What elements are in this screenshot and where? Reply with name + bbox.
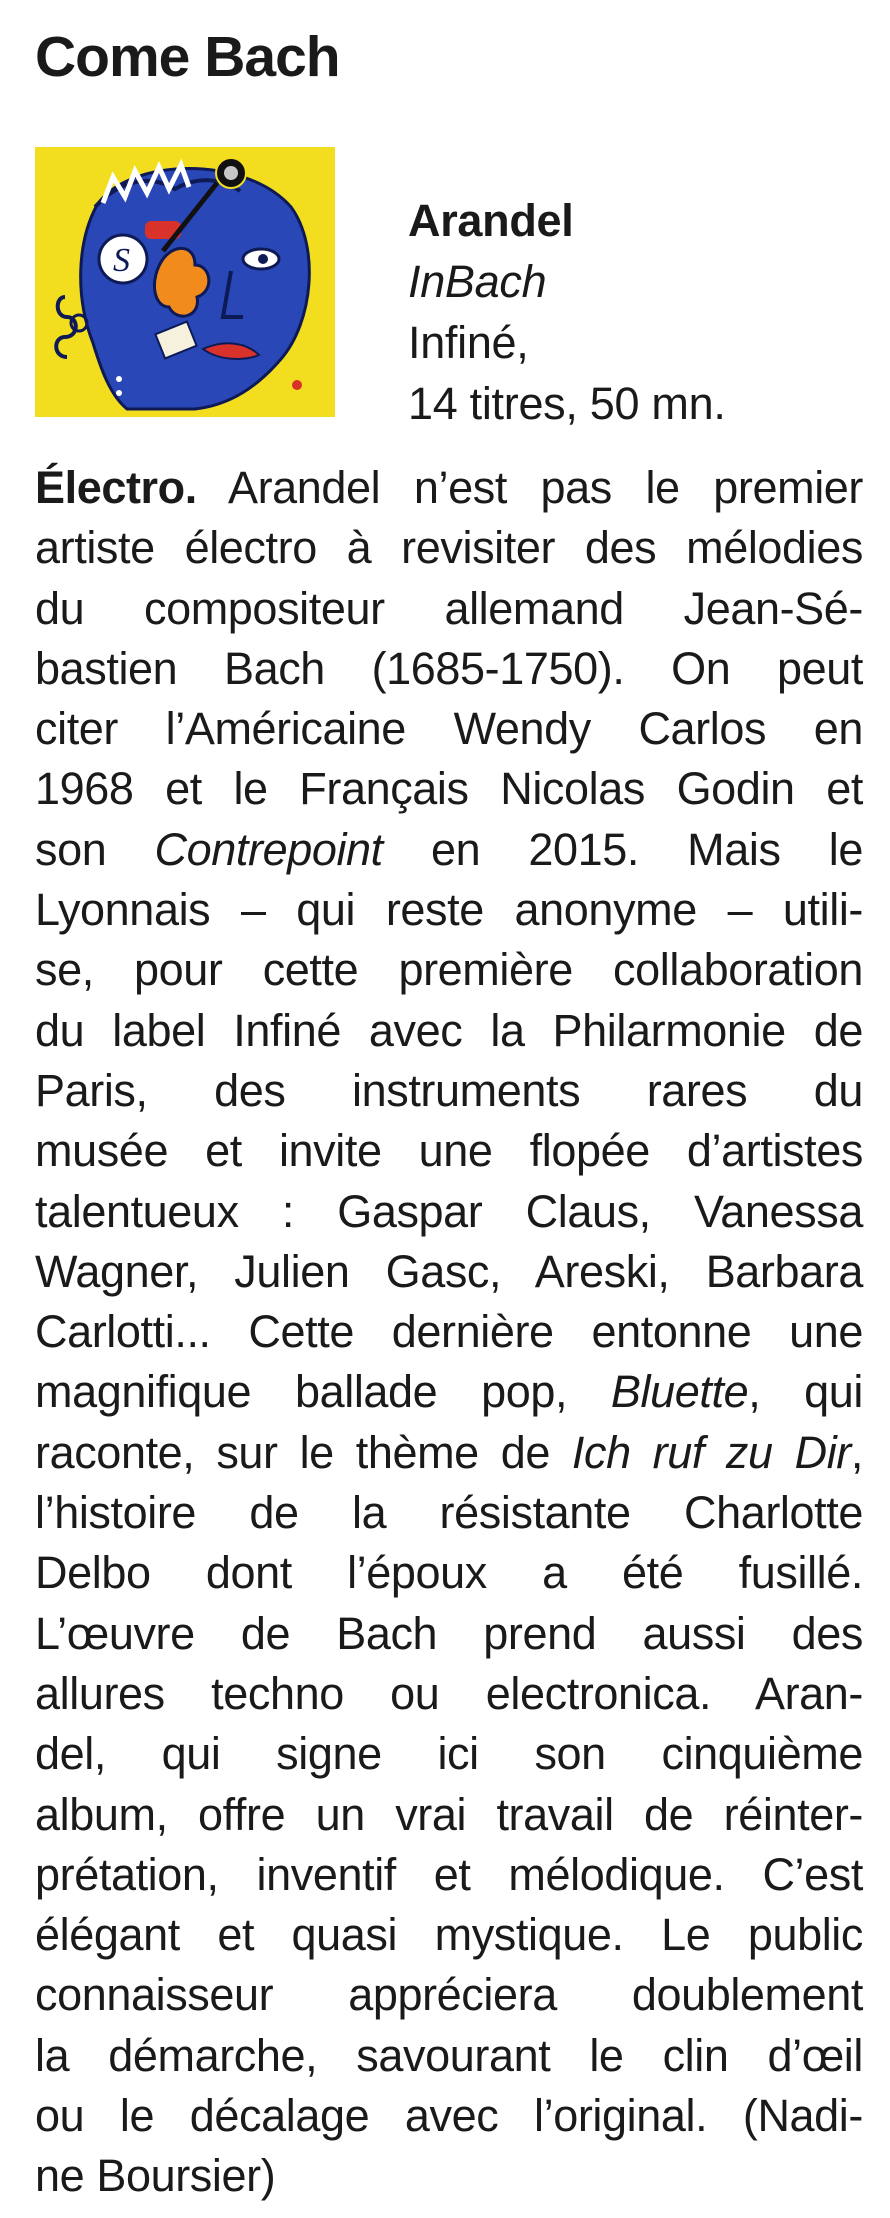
review-line: artiste électro à revisiter des mélodies — [35, 522, 863, 574]
review-line: ne Boursier) — [35, 2150, 276, 2202]
review-line: album, offre un vrai travail de réinter- — [35, 1788, 863, 1840]
album-details: 14 titres, 50 mn. — [408, 378, 726, 429]
review-line: connaisseur appréciera doublement — [35, 1969, 863, 2021]
review-line: Carlotti... Cette dernière entonne une — [35, 1306, 863, 1358]
album-artist: Arandel — [408, 195, 574, 246]
article-title: Come Bach — [35, 25, 340, 89]
review-line: du label Infiné avec la Philarmonie de — [35, 1004, 863, 1056]
review-line: Électro. Arandel n’est pas le premier — [35, 462, 863, 513]
review-line: la démarche, savourant le clin d’œil — [35, 2029, 863, 2081]
review-line: citer l’Américaine Wendy Carlos en — [35, 703, 863, 755]
review-line: 1968 et le Français Nicolas Godin et — [35, 763, 863, 815]
song-title: Bluette — [610, 1366, 749, 1418]
review-line: son Contrepoint en 2015. Mais le — [35, 823, 863, 875]
review-line: prétation, inventif et mélodique. C’est — [35, 1848, 863, 1900]
album-info — [408, 190, 726, 434]
review-line: l’histoire de la résistante Charlotte — [35, 1487, 863, 1539]
svg-text:S: S — [113, 242, 130, 279]
album-title: InBach — [408, 256, 547, 307]
review-line: magnifique ballade pop, Bluette, qui — [35, 1366, 864, 1418]
song-title: Ich ruf zu Dir — [571, 1426, 851, 1478]
review-line: Lyonnais – qui reste anonyme – utili- — [35, 884, 863, 936]
album-cover-face-illustration — [35, 147, 335, 417]
review-line: musée et invite une flopée d’artistes — [35, 1125, 863, 1177]
review-line: Delbo dont l’époux a été fusillé. — [35, 1547, 863, 1599]
review-line: Wagner, Julien Gasc, Areski, Barbara — [35, 1245, 863, 1297]
review-line: raconte, sur le thème de Ich ruf zu Dir, — [35, 1426, 863, 1478]
review-text — [35, 458, 863, 2207]
review-line: Paris, des instruments rares du — [35, 1064, 863, 1116]
album-cover — [35, 147, 335, 417]
review-line: L’œuvre de Bach prend aussi des — [35, 1607, 863, 1659]
review-line: ou le décalage avec l’original. (Nadi- — [35, 2090, 863, 2142]
review-genre: Électro. — [35, 462, 197, 513]
review-line: du compositeur allemand Jean-Sé- — [35, 582, 863, 634]
review-line: del, qui signe ici son cinquième — [35, 1728, 863, 1780]
review-line: élégant et quasi mystique. Le public — [35, 1909, 863, 1961]
album-label: Infiné, — [408, 317, 529, 368]
review-line: talentueux : Gaspar Claus, Vanessa — [35, 1185, 863, 1237]
review-line: allures techno ou electronica. Aran- — [35, 1667, 863, 1719]
review-line: se, pour cette première collaboration — [35, 944, 863, 996]
review-line: bastien Bach (1685-1750). On peut — [35, 642, 863, 694]
work-title: Contrepoint — [154, 823, 383, 875]
